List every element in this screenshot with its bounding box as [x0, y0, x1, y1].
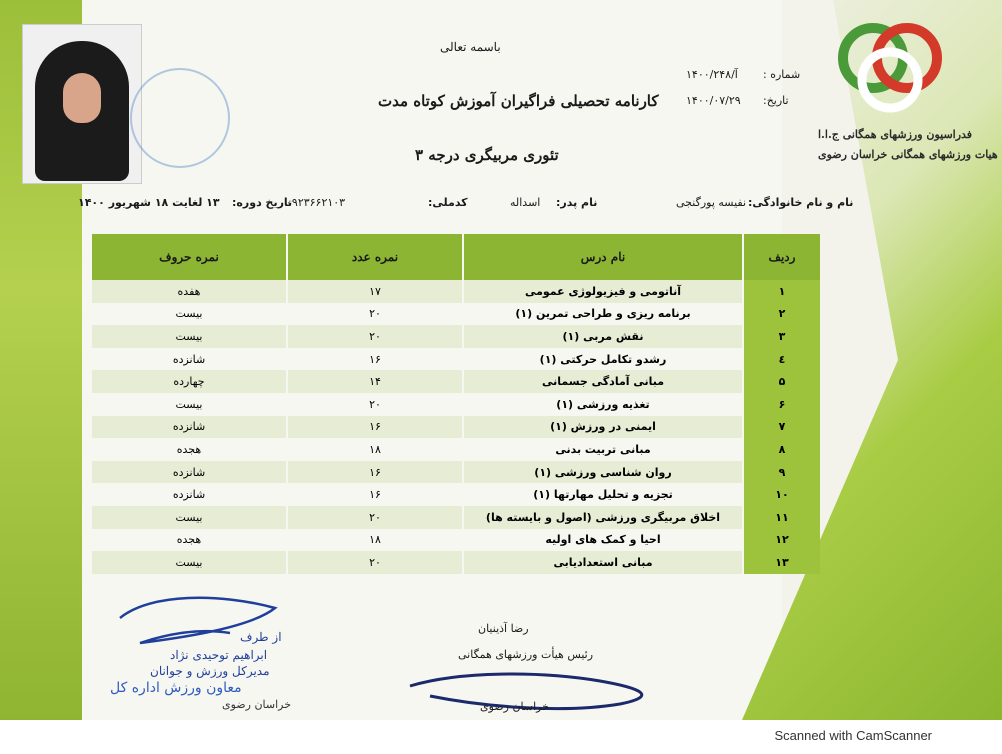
header-row-number: ردیف [744, 234, 820, 280]
row-number: ۵ [744, 370, 820, 393]
course-name: تغذیه ورزشی (۱) [464, 393, 742, 416]
row-number: ۹ [744, 461, 820, 484]
score-number: ۲۰ [288, 393, 462, 416]
table-row [92, 325, 820, 348]
right-signer-title: رئیس هیأت ورزشهای همگانی [458, 648, 594, 661]
row-number: ۱ [744, 280, 820, 303]
score-words: بیست [92, 393, 286, 416]
table-row [92, 551, 820, 574]
row-number: ۱۰ [744, 483, 820, 506]
score-number: ۱۷ [288, 280, 462, 303]
course-name: اخلاق مربیگری ورزشی (اصول و بایسته ها) [464, 506, 742, 529]
table-row [92, 461, 820, 484]
course-name: رشدو تکامل حرکتی (۱) [464, 348, 742, 371]
score-words: بیست [92, 551, 286, 574]
score-number: ۱۶ [288, 416, 462, 439]
row-number: ۱۳ [744, 551, 820, 574]
course-name: برنامه ریزی و طراحی تمرین (۱) [464, 303, 742, 326]
course-name: نقش مربی (۱) [464, 325, 742, 348]
course-name: تجزیه و تحلیل مهارتها (۱) [464, 483, 742, 506]
number-label: شماره : [763, 68, 801, 81]
row-number: ۱۲ [744, 529, 820, 552]
table-row [92, 506, 820, 529]
date-label: تاریخ: [763, 94, 789, 107]
course-name: مبانی تربیت بدنی [464, 438, 742, 461]
score-number: ۱۶ [288, 348, 462, 371]
score-number: ۱۸ [288, 529, 462, 552]
row-number: ۳ [744, 325, 820, 348]
score-number: ۲۰ [288, 551, 462, 574]
row-number: ۸ [744, 438, 820, 461]
left-from: از طرف [240, 630, 282, 644]
father-value: اسداله [510, 196, 541, 209]
bismillah: باسمه تعالی [440, 40, 501, 54]
table-row [92, 483, 820, 506]
score-words: هفده [92, 280, 286, 303]
table-row [92, 438, 820, 461]
course-name: روان شناسی ورزشی (۱) [464, 461, 742, 484]
score-words: بیست [92, 303, 286, 326]
score-number: ۱۸ [288, 438, 462, 461]
course-name: ایمنی در ورزش (۱) [464, 416, 742, 439]
header-course-name: نام درس [464, 234, 742, 280]
right-region: خراسان رضوی [480, 700, 550, 713]
score-number: ۱۴ [288, 370, 462, 393]
table-row [92, 529, 820, 552]
score-words: شانزده [92, 348, 286, 371]
father-label: نام پدر: [556, 196, 598, 209]
right-signer-name: رضا آذینیان [478, 622, 529, 635]
national-id-label: کدملی: [428, 196, 468, 209]
grades-table [90, 234, 822, 574]
course-name: مبانی آمادگی جسمانی [464, 370, 742, 393]
score-number: ۱۶ [288, 483, 462, 506]
document-title: کارنامه تحصیلی فراگیران آموزش کوتاه مدت [378, 92, 659, 110]
row-number: ۷ [744, 416, 820, 439]
left-signer-name: ابراهیم توحیدی نژاد [170, 648, 268, 662]
table-row [92, 280, 820, 303]
score-words: بیست [92, 506, 286, 529]
national-id-value: ۰۹۲۳۶۶۲۱۰۳ [286, 196, 346, 209]
left-stamp-text: معاون ورزش اداره کل [110, 680, 242, 696]
table-row [92, 348, 820, 371]
photo-face [63, 73, 101, 123]
org-line-1: فدراسیون ورزشهای همگانی ج.ا.ا [818, 128, 973, 141]
score-words: هجده [92, 438, 286, 461]
course-subtitle: تئوری مربیگری درجه ۳ [415, 146, 559, 164]
table-row [92, 416, 820, 439]
org-line-2: هیات ورزشهای همگانی خراسان رضوی [818, 148, 998, 161]
score-words: شانزده [92, 416, 286, 439]
scanner-watermark: Scanned with CamScanner [774, 728, 932, 743]
header-score-number: نمره عدد [288, 234, 462, 280]
score-words: شانزده [92, 461, 286, 484]
period-label: تاریخ دوره: [232, 196, 293, 209]
score-words: هجده [92, 529, 286, 552]
number-value: ۱۴۰۰/آ/۲۴۸ [686, 68, 738, 81]
left-signer-title: مدیرکل ورزش و جوانان [150, 664, 270, 678]
table-row [92, 393, 820, 416]
table-row [92, 370, 820, 393]
row-number: ۱۱ [744, 506, 820, 529]
left-region: خراسان رضوی [222, 698, 292, 711]
score-number: ۲۰ [288, 325, 462, 348]
score-words: بیست [92, 325, 286, 348]
score-number: ۲۰ [288, 506, 462, 529]
course-name: آناتومی و فیزیولوژی عمومی [464, 280, 742, 303]
federation-logo-icon [835, 8, 945, 118]
row-number: ٤ [744, 348, 820, 371]
course-name: مبانی استعدادیابی [464, 551, 742, 574]
period-value: ۱۳ لغایت ۱۸ شهریور ۱۴۰۰ [78, 196, 220, 209]
date-value: ۱۴۰۰/۰۷/۲۹ [686, 94, 741, 107]
course-name: احیا و کمک های اولیه [464, 529, 742, 552]
table-header-row [92, 234, 820, 280]
row-number: ۲ [744, 303, 820, 326]
row-number: ۶ [744, 393, 820, 416]
score-words: شانزده [92, 483, 286, 506]
header-score-words: نمره حروف [92, 234, 286, 280]
score-number: ۲۰ [288, 303, 462, 326]
photo-stamp-icon [130, 68, 230, 168]
name-label: نام و نام خانوادگی: [748, 196, 854, 209]
score-words: چهارده [92, 370, 286, 393]
score-number: ۱۶ [288, 461, 462, 484]
name-value: نفیسه پورگنجی [676, 196, 747, 209]
table-row [92, 303, 820, 326]
student-photo [22, 24, 142, 184]
